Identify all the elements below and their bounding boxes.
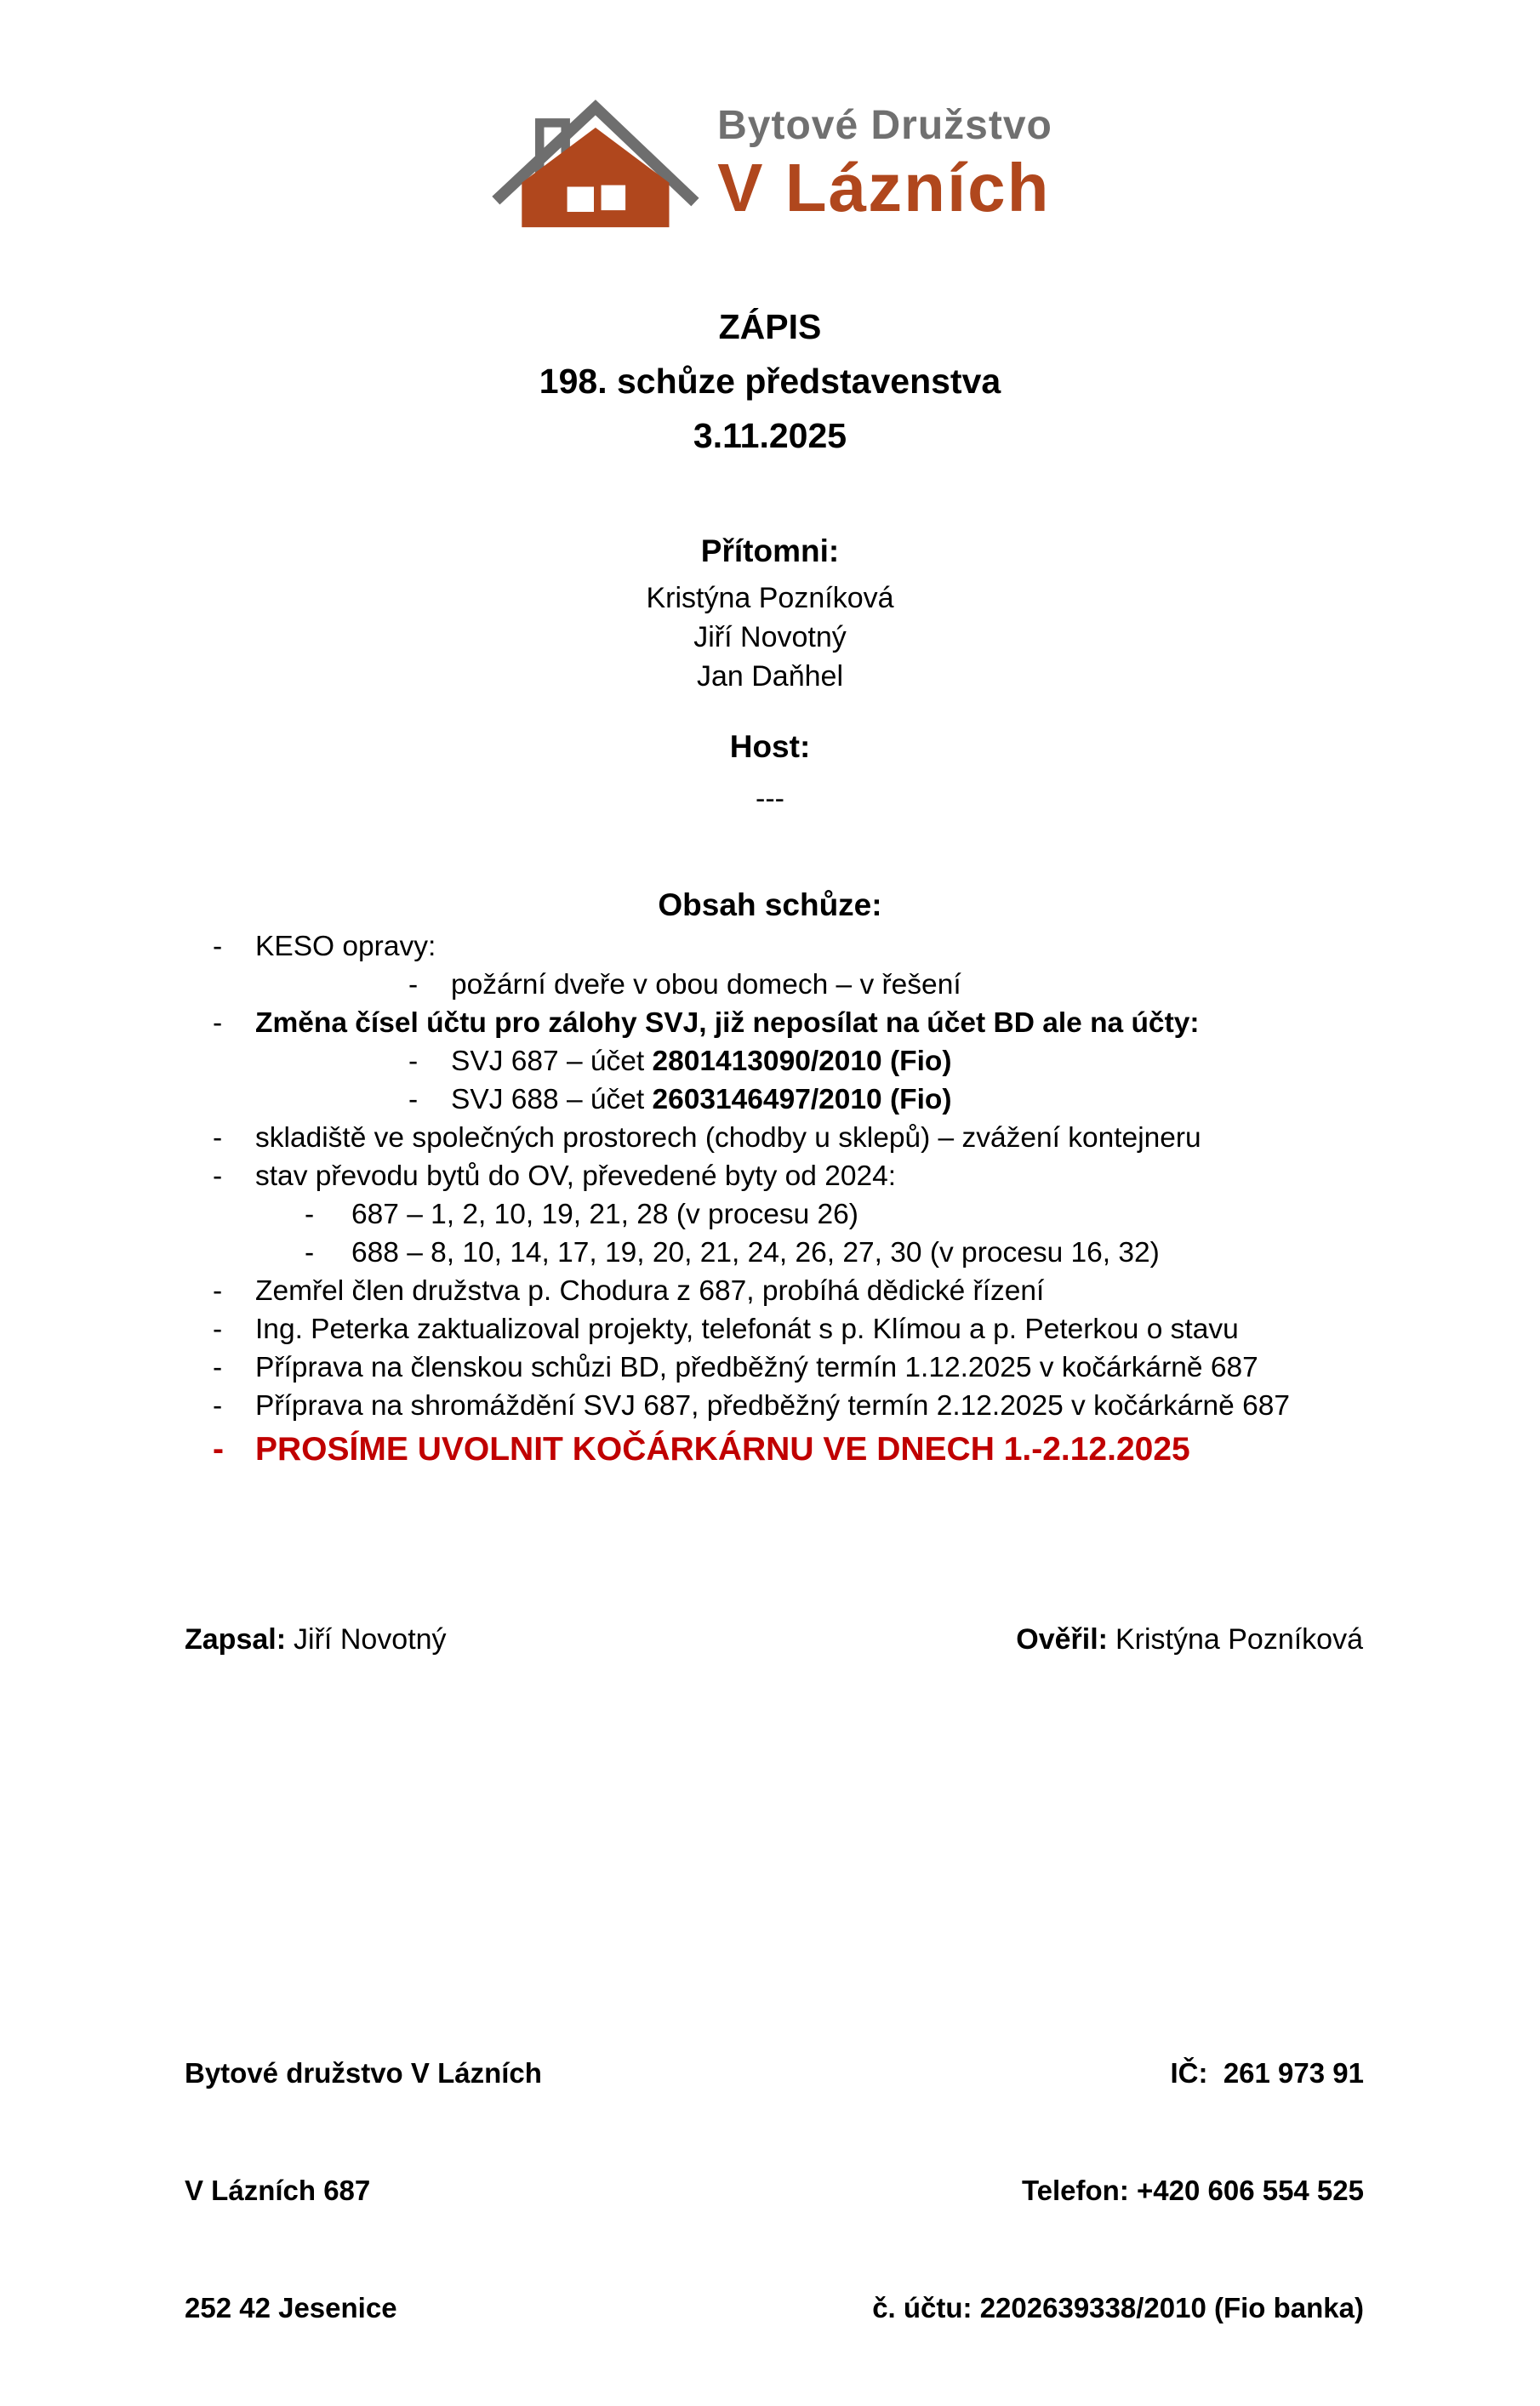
guest-section [0, 725, 1540, 818]
bullet-dash: - [213, 1275, 223, 1307]
title-line-zapis: ZÁPIS [718, 307, 822, 346]
agenda-item-text: SVJ 687 – účet 2801413090/2010 (Fio) [451, 1046, 952, 1077]
bullet-dash: - [305, 1199, 315, 1230]
agenda-item-text: Příprava na členskou schůzi BD, předběžný termín 1.12.2025 v kočárkárně 687 [255, 1352, 1258, 1383]
footer-company-id: IČ: 261 973 91 [1170, 2057, 1364, 2089]
logo-text [717, 104, 1052, 225]
agenda-list [0, 927, 1540, 1474]
attendee-name: Jiří Novotný [693, 621, 847, 653]
agenda-item-text: 687 – 1, 2, 10, 19, 21, 28 (v procesu 26) [351, 1199, 858, 1230]
attendees-section [0, 529, 1540, 696]
footer-phone: Telefon: +420 606 554 525 [1021, 2175, 1364, 2206]
bullet-dash: - [305, 1237, 315, 1269]
agenda-item [0, 1310, 1540, 1348]
attendee-name: Kristýna Pozníková [646, 582, 894, 614]
agenda-item-text: Ing. Peterka zaktualizoval projekty, telefonát s p. Klímou a p. Peterkou o stavu [255, 1314, 1239, 1345]
recorded-by [185, 1621, 447, 1659]
agenda-item [0, 966, 1540, 1004]
agenda-item [0, 1004, 1540, 1042]
attendees-heading: Přítomni: [700, 533, 840, 568]
agenda-item [0, 927, 1540, 966]
agenda-item-text: Zemřel člen družstva p. Chodura z 687, probíhá dědické řízení [255, 1275, 1045, 1307]
agenda-item [0, 1272, 1540, 1310]
agenda-item-text: Změna čísel účtu pro zálohy SVJ, již neposílat na účet BD ale na účty: [255, 1007, 1200, 1039]
signatures-row [185, 1621, 1363, 1659]
agenda-heading: Obsah schůze: [658, 887, 882, 922]
title-line-meeting: 198. schůze představenstva [539, 362, 1001, 401]
agenda-item-text: Příprava na shromáždění SVJ 687, předběžný termín 2.12.2025 v kočárkárně 687 [255, 1390, 1291, 1422]
document-footer [185, 1976, 1364, 2406]
house-icon [488, 95, 700, 229]
document-title [0, 299, 1540, 463]
title-line-date: 3.11.2025 [693, 416, 847, 455]
agenda-item [0, 1195, 1540, 1234]
bullet-dash: - [213, 1007, 223, 1039]
recorded-by-name: Jiří Novotný [294, 1623, 447, 1656]
agenda-item-text: KESO opravy: [255, 931, 436, 962]
verified-by-name: Kristýna Pozníková [1115, 1623, 1363, 1656]
bullet-dash: - [408, 969, 419, 1001]
agenda-item [0, 1387, 1540, 1425]
agenda-item [0, 1042, 1540, 1080]
recorded-by-label: Zapsal: [185, 1623, 287, 1656]
footer-street: V Lázních 687 [185, 2175, 371, 2206]
attendees-list [0, 579, 1540, 696]
agenda-item-text: PROSÍME UVOLNIT KOČÁRKÁRNU VE DNECH 1.-2.12.2025 [255, 1431, 1190, 1468]
bullet-dash: - [213, 1352, 223, 1383]
guest-value: --- [756, 783, 784, 815]
agenda-item [0, 1157, 1540, 1195]
verified-by-label: Ověřil: [1016, 1623, 1108, 1656]
agenda-item [0, 1348, 1540, 1387]
bullet-dash: - [213, 1431, 224, 1468]
agenda-item-text: požární dveře v obou domech – v řešení [451, 969, 961, 1001]
agenda-item-text: 688 – 8, 10, 14, 17, 19, 20, 21, 24, 26, 27, 30 (v procesu 16, 32) [351, 1237, 1160, 1269]
bullet-dash: - [213, 1160, 223, 1192]
guest-heading: Host: [729, 729, 811, 764]
footer-contacts [872, 1976, 1364, 2406]
agenda-item [0, 1119, 1540, 1157]
attendee-name: Jan Daňhel [696, 660, 843, 693]
footer-bank-account: č. účtu: 2202639338/2010 (Fio banka) [872, 2292, 1364, 2323]
bullet-dash: - [213, 1390, 223, 1422]
agenda-item [0, 1080, 1540, 1119]
agenda-item [0, 1234, 1540, 1272]
agenda-item [0, 1425, 1540, 1474]
bullet-dash: - [213, 1314, 223, 1345]
agenda-item-text: skladiště ve společných prostorech (chodby u sklepů) – zvážení kontejneru [255, 1122, 1201, 1154]
bullet-dash: - [408, 1084, 419, 1115]
logo-company-type: Bytové Družstvo [717, 103, 1052, 148]
bullet-dash: - [213, 1122, 223, 1154]
verified-by [1016, 1621, 1363, 1659]
bullet-dash: - [408, 1046, 419, 1077]
agenda-item-text: stav převodu bytů do OV, převedené byty od 2024: [255, 1160, 897, 1192]
logo-company-name: V Lázních [717, 150, 1051, 225]
footer-company-name: Bytové družstvo V Lázních [185, 2057, 542, 2089]
footer-address [185, 1976, 542, 2406]
agenda-item-text: SVJ 688 – účet 2603146497/2010 (Fio) [451, 1084, 952, 1115]
footer-city: 252 42 Jesenice [185, 2292, 397, 2323]
bullet-dash: - [213, 931, 223, 962]
company-logo [0, 95, 1540, 229]
